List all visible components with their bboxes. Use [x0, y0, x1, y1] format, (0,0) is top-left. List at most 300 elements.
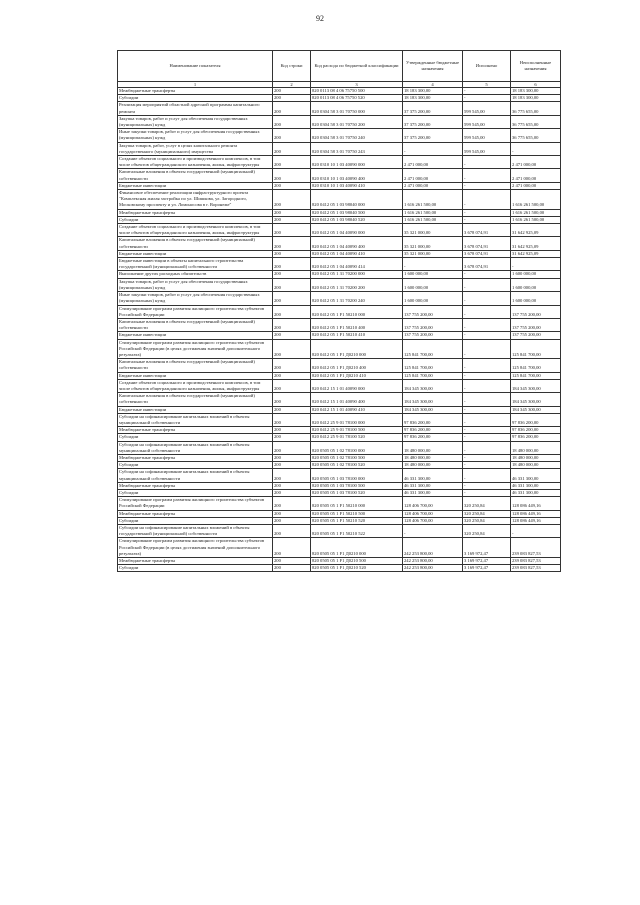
table-row: [118, 525, 561, 538]
table-row: [118, 510, 561, 517]
row-name: Стимулирование программ развития жилищного строительства субъектов Российской Федерации: [118, 305, 273, 318]
table-row: [118, 258, 561, 271]
header-name: Наименование показателя: [118, 51, 273, 82]
row-approved: 125 841 700,00: [403, 339, 463, 359]
row-kbk: 820 0412 05 1 04 40090 410: [311, 250, 403, 257]
row-kbk: 820 0412 05 1 31 70200 200: [311, 278, 403, 291]
row-kbk: 820 0304 58 3 01 70750 243: [311, 142, 403, 155]
row-name: Бюджетные инвестиции: [118, 182, 273, 189]
row-code: 200: [273, 278, 311, 291]
row-approved: 97 836 200,00: [403, 434, 463, 441]
row-unexecuted: 137 755 200,00: [511, 318, 561, 331]
row-name: Субсидии на софинансирование капитальных вложений в объекты государственной (муниципальной) собственности: [118, 525, 273, 538]
row-code: 200: [273, 332, 311, 339]
table-row: [118, 462, 561, 469]
row-executed: -: [463, 462, 511, 469]
table-row: [118, 182, 561, 189]
row-executed: -: [463, 216, 511, 223]
row-kbk: 820 0412 05 1 04 40090 400: [311, 237, 403, 250]
row-executed: -: [463, 454, 511, 461]
row-kbk: 820 0505 05 1 03 78100 000: [311, 469, 403, 482]
row-name: Реализация мероприятий областной адресной программы капитального ремонта: [118, 102, 273, 115]
row-unexecuted: 18 480 000,00: [511, 462, 561, 469]
row-approved: 18 480 000,00: [403, 462, 463, 469]
row-kbk: 820 0505 05 1 02 78100 520: [311, 462, 403, 469]
page-number: 92: [316, 14, 324, 23]
row-approved: 46 331 300,00: [403, 489, 463, 496]
row-executed: -: [463, 359, 511, 372]
row-kbk: 820 0310 10 1 03 40090 400: [311, 169, 403, 182]
row-executed: -: [463, 393, 511, 406]
row-code: 200: [273, 115, 311, 128]
row-code: 200: [273, 525, 311, 538]
row-executed: -: [463, 489, 511, 496]
row-approved: 242 253 800,00: [403, 565, 463, 572]
row-code: 200: [273, 538, 311, 558]
row-approved: 97 836 200,00: [403, 413, 463, 426]
table-row: [118, 224, 561, 237]
row-unexecuted: 184 345 300,00: [511, 379, 561, 392]
row-code: 200: [273, 393, 311, 406]
row-name: Межбюджетные трансферты: [118, 510, 273, 517]
row-approved: 37 375 200,00: [403, 129, 463, 142]
row-executed: -: [463, 469, 511, 482]
row-kbk: 820 0505 05 1 02 78100 000: [311, 441, 403, 454]
row-unexecuted: 36 775 655,00: [511, 102, 561, 115]
row-kbk: 820 0505 05 1 03 78100 520: [311, 489, 403, 496]
row-kbk: 820 0412 05 1 31 70200 240: [311, 292, 403, 305]
row-approved: 2 471 000,00: [403, 182, 463, 189]
row-approved: 128 406 700,00: [403, 510, 463, 517]
col-number: 6: [511, 82, 561, 88]
row-code: 200: [273, 88, 311, 95]
row-code: 200: [273, 237, 311, 250]
row-kbk: 820 0113 08 4 06 75750 520: [311, 95, 403, 102]
row-unexecuted: 97 836 200,00: [511, 434, 561, 441]
row-name: Бюджетные инвестиции: [118, 332, 273, 339]
row-unexecuted: 18 183 300,00: [511, 88, 561, 95]
table-row: [118, 359, 561, 372]
row-kbk: 820 0412 05 1 F1 Д0210 400: [311, 359, 403, 372]
row-code: 200: [273, 359, 311, 372]
table-row: [118, 102, 561, 115]
row-approved: 128 406 700,00: [403, 497, 463, 510]
row-kbk: 820 0412 25 9 01 78100 520: [311, 434, 403, 441]
row-code: 200: [273, 379, 311, 392]
table-row: [118, 318, 561, 331]
header-executed: Исполнено: [463, 51, 511, 82]
row-code: 200: [273, 224, 311, 237]
row-kbk: 820 0412 05 1 03 98040 500: [311, 209, 403, 216]
col-number: 2: [273, 82, 311, 88]
row-executed: 3 169 972,47: [463, 538, 511, 558]
row-code: 200: [273, 292, 311, 305]
row-name: Субсидии: [118, 489, 273, 496]
row-approved: 128 406 700,00: [403, 517, 463, 524]
row-unexecuted: 125 841 700,00: [511, 359, 561, 372]
row-unexecuted: 128 086 449,16: [511, 517, 561, 524]
table-row: [118, 517, 561, 524]
row-name: Бюджетные инвестиции: [118, 250, 273, 257]
row-unexecuted: 31 642 925,09: [511, 237, 561, 250]
table-row: [118, 393, 561, 406]
row-code: 200: [273, 258, 311, 271]
row-kbk: 820 0412 05 1 F1 Д0210 410: [311, 372, 403, 379]
row-name: Межбюджетные трансферты: [118, 209, 273, 216]
table-row: [118, 558, 561, 565]
row-executed: 3 169 972,47: [463, 565, 511, 572]
row-code: 200: [273, 129, 311, 142]
row-name: Субсидии: [118, 565, 273, 572]
row-executed: -: [463, 95, 511, 102]
row-kbk: 820 0412 15 1 01 40090 400: [311, 393, 403, 406]
row-name: Субсидии: [118, 462, 273, 469]
row-executed: 320 250,84: [463, 517, 511, 524]
row-approved: 35 321 000,00: [403, 224, 463, 237]
row-approved: 137 755 200,00: [403, 305, 463, 318]
row-name: Иные закупки товаров, работ и услуг для обеспечения государственных (муниципальных) нужд: [118, 129, 273, 142]
row-name: Субсидии: [118, 434, 273, 441]
row-name: Капитальные вложения в объекты государственной (муниципальной) собственности: [118, 237, 273, 250]
row-executed: 3 169 972,47: [463, 558, 511, 565]
row-unexecuted: 46 331 300,00: [511, 489, 561, 496]
row-kbk: 820 0304 58 3 01 70750 200: [311, 115, 403, 128]
row-name: Выполнение других расходных обязательств: [118, 271, 273, 278]
table-row: [118, 413, 561, 426]
row-executed: 599 545,00: [463, 115, 511, 128]
row-unexecuted: 184 345 300,00: [511, 393, 561, 406]
row-approved: 137 755 200,00: [403, 318, 463, 331]
row-executed: -: [463, 482, 511, 489]
table-row: [118, 129, 561, 142]
row-name: Стимулирование программ развития жилищного строительства субъектов Российской Федерации (в целях достижения значений дополнительного результата): [118, 339, 273, 359]
row-approved: 184 345 300,00: [403, 379, 463, 392]
row-name: Бюджетные инвестиции: [118, 406, 273, 413]
row-name: Межбюджетные трансферты: [118, 88, 273, 95]
row-name: Финансовое обеспечение реализации инфраструктурного проекта "Комплексная жилая застройка по ул. Шишкова, ул. Загородного, Московскому проспекту и ул. Ломоносова в г. Воронеже": [118, 190, 273, 210]
row-name: Межбюджетные трансферты: [118, 454, 273, 461]
table-row: [118, 489, 561, 496]
row-executed: 320 250,84: [463, 525, 511, 538]
row-name: Закупка товаров, работ и услуг для обеспечения государственных (муниципальных) нужд: [118, 115, 273, 128]
row-name: Субсидии на софинансирование капитальных вложений в объекты муниципальной собственности: [118, 413, 273, 426]
row-code: 200: [273, 462, 311, 469]
row-approved: 137 755 200,00: [403, 332, 463, 339]
row-code: 200: [273, 454, 311, 461]
table-row: [118, 538, 561, 558]
row-code: 200: [273, 406, 311, 413]
row-approved: 18 183 300,00: [403, 88, 463, 95]
row-executed: 599 545,00: [463, 142, 511, 155]
row-code: 200: [273, 441, 311, 454]
budget-execution-table: [117, 50, 561, 572]
row-kbk: 820 0505 05 1 F1 50210 522: [311, 525, 403, 538]
header-kbk: Код расхода по бюджетной классификации: [311, 51, 403, 82]
row-name: Стимулирование программ развития жилищного строительства субъектов Российской Федерации (в целях достижения значений дополнительного результата): [118, 538, 273, 558]
row-executed: -: [463, 209, 511, 216]
row-executed: -: [463, 318, 511, 331]
table-body: [118, 88, 561, 572]
row-executed: 599 545,00: [463, 102, 511, 115]
row-approved: 1 600 000,00: [403, 278, 463, 291]
row-approved: 2 471 000,00: [403, 156, 463, 169]
row-unexecuted: 184 345 300,00: [511, 406, 561, 413]
row-code: 200: [273, 95, 311, 102]
row-name: Капитальные вложения в объекты государственной (муниципальной) собственности: [118, 169, 273, 182]
row-code: 200: [273, 558, 311, 565]
row-code: 200: [273, 305, 311, 318]
table-row: [118, 305, 561, 318]
row-code: 200: [273, 190, 311, 210]
row-name: Межбюджетные трансферты: [118, 558, 273, 565]
row-kbk: 820 0412 05 1 03 98040 520: [311, 216, 403, 223]
row-kbk: 820 0505 05 1 F1 Д0210 000: [311, 538, 403, 558]
table-row: [118, 216, 561, 223]
row-code: 200: [273, 427, 311, 434]
row-unexecuted: 137 755 200,00: [511, 305, 561, 318]
row-unexecuted: 46 331 300,00: [511, 482, 561, 489]
row-unexecuted: 239 083 827,53: [511, 558, 561, 565]
row-code: 200: [273, 250, 311, 257]
row-name: Бюджетные инвестиции в объекты капитального строительства государственной (муниципальной) собственности: [118, 258, 273, 271]
row-executed: 3 678 074,91: [463, 224, 511, 237]
row-approved: 242 253 800,00: [403, 538, 463, 558]
row-executed: 320 250,84: [463, 510, 511, 517]
row-unexecuted: 125 841 700,00: [511, 339, 561, 359]
header-row: [118, 51, 561, 82]
row-executed: -: [463, 339, 511, 359]
row-approved: -: [403, 142, 463, 155]
header-code: Код строки: [273, 51, 311, 82]
row-name: Бюджетные инвестиции: [118, 372, 273, 379]
row-unexecuted: 2 471 000,00: [511, 182, 561, 189]
row-name: Капитальные вложения в объекты государственной (муниципальной) собственности: [118, 318, 273, 331]
row-code: 200: [273, 434, 311, 441]
row-code: 200: [273, 482, 311, 489]
row-unexecuted: 1 600 000,00: [511, 278, 561, 291]
row-name: Капитальные вложения в объекты государственной (муниципальной) собственности: [118, 393, 273, 406]
row-kbk: 820 0412 25 9 01 78100 500: [311, 427, 403, 434]
row-executed: -: [463, 271, 511, 278]
table-row: [118, 339, 561, 359]
row-executed: -: [463, 332, 511, 339]
row-executed: -: [463, 190, 511, 210]
row-executed: 599 545,00: [463, 129, 511, 142]
row-approved: 242 253 800,00: [403, 558, 463, 565]
table-row: [118, 88, 561, 95]
row-kbk: 820 0412 05 1 F1 Д0210 000: [311, 339, 403, 359]
row-name: Субсидии: [118, 95, 273, 102]
row-name: Субсидии: [118, 517, 273, 524]
table-row: [118, 271, 561, 278]
row-kbk: 820 0505 05 1 F1 Д0210 520: [311, 565, 403, 572]
row-name: Создание объектов социального и производственного комплексов, в том числе объектов общегражданского назначения, жилья, инфраструктуры: [118, 379, 273, 392]
row-unexecuted: 137 755 200,00: [511, 332, 561, 339]
row-unexecuted: 18 480 000,00: [511, 454, 561, 461]
row-approved: 1 600 000,00: [403, 292, 463, 305]
row-kbk: 820 0412 05 1 04 40090 414: [311, 258, 403, 271]
row-unexecuted: 125 841 700,00: [511, 372, 561, 379]
row-approved: 2 471 000,00: [403, 169, 463, 182]
row-unexecuted: 97 836 200,00: [511, 413, 561, 426]
row-code: 200: [273, 469, 311, 482]
row-executed: -: [463, 441, 511, 454]
row-code: 200: [273, 169, 311, 182]
row-kbk: 820 0505 05 1 F1 50210 520: [311, 517, 403, 524]
col-number: 3: [311, 82, 403, 88]
row-unexecuted: 1 616 261 500,00: [511, 190, 561, 210]
col-number: 1: [118, 82, 273, 88]
row-approved: 1 616 261 500,00: [403, 209, 463, 216]
row-kbk: 820 0505 05 1 F1 Д0210 500: [311, 558, 403, 565]
row-approved: 125 841 700,00: [403, 372, 463, 379]
row-executed: 320 250,84: [463, 497, 511, 510]
row-code: 200: [273, 489, 311, 496]
table-row: [118, 278, 561, 291]
row-executed: -: [463, 156, 511, 169]
table-row: [118, 497, 561, 510]
row-unexecuted: 31 642 925,09: [511, 224, 561, 237]
row-code: 200: [273, 209, 311, 216]
header-approved: Утвержденные бюджетные назначения: [403, 51, 463, 82]
row-code: 200: [273, 318, 311, 331]
budget-table-container: [117, 50, 560, 572]
row-approved: 184 345 300,00: [403, 406, 463, 413]
row-code: 200: [273, 517, 311, 524]
row-unexecuted: 239 083 827,53: [511, 538, 561, 558]
row-code: 200: [273, 182, 311, 189]
row-approved: 1 600 000,00: [403, 271, 463, 278]
row-kbk: 820 0412 05 1 31 70200 000: [311, 271, 403, 278]
row-kbk: 820 0412 05 1 04 40090 000: [311, 224, 403, 237]
row-unexecuted: 1 600 000,00: [511, 292, 561, 305]
row-kbk: 820 0505 05 1 03 78100 500: [311, 482, 403, 489]
row-executed: -: [463, 427, 511, 434]
row-approved: -: [403, 525, 463, 538]
row-executed: -: [463, 182, 511, 189]
row-unexecuted: -: [511, 142, 561, 155]
row-unexecuted: 18 480 000,00: [511, 441, 561, 454]
row-kbk: 820 0310 10 1 03 40090 000: [311, 156, 403, 169]
table-row: [118, 209, 561, 216]
table-row: [118, 379, 561, 392]
row-approved: 125 841 700,00: [403, 359, 463, 372]
row-unexecuted: -: [511, 258, 561, 271]
row-code: 200: [273, 142, 311, 155]
row-name: Межбюджетные трансферты: [118, 427, 273, 434]
row-name: Субсидии на софинансирование капитальных вложений в объекты муниципальной собственности: [118, 441, 273, 454]
row-code: 200: [273, 510, 311, 517]
row-approved: 37 375 200,00: [403, 102, 463, 115]
table-row: [118, 482, 561, 489]
row-approved: -: [403, 258, 463, 271]
row-executed: -: [463, 305, 511, 318]
row-approved: 18 480 000,00: [403, 441, 463, 454]
row-unexecuted: 46 331 300,00: [511, 469, 561, 482]
row-name: Создание объектов социального и производственного комплексов, в том числе объектов общегражданского назначения, жилья, инфраструктуры: [118, 224, 273, 237]
row-code: 200: [273, 216, 311, 223]
row-unexecuted: 1 616 261 500,00: [511, 216, 561, 223]
row-executed: 3 678 074,91: [463, 250, 511, 257]
row-approved: 1 616 261 500,00: [403, 216, 463, 223]
row-kbk: 820 0412 15 1 01 40090 000: [311, 379, 403, 392]
row-code: 200: [273, 339, 311, 359]
row-unexecuted: 128 086 449,16: [511, 510, 561, 517]
row-executed: -: [463, 169, 511, 182]
row-executed: -: [463, 278, 511, 291]
table-row: [118, 95, 561, 102]
row-kbk: 820 0505 05 1 02 78100 500: [311, 454, 403, 461]
row-name: Создание объектов социального и производственного комплексов, в том числе объектов общегражданского назначения, жилья, инфраструктуры: [118, 156, 273, 169]
row-approved: 18 480 000,00: [403, 454, 463, 461]
row-kbk: 820 0304 58 3 01 70750 240: [311, 129, 403, 142]
row-name: Закупка товаров, работ, услуг в целях капитального ремонта государственного (муниципального) имущества: [118, 142, 273, 155]
table-row: [118, 454, 561, 461]
row-executed: -: [463, 88, 511, 95]
row-executed: -: [463, 372, 511, 379]
table-row: [118, 427, 561, 434]
row-approved: 46 331 300,00: [403, 469, 463, 482]
row-name: Межбюджетные трансферты: [118, 482, 273, 489]
col-number: 5: [463, 82, 511, 88]
row-code: 200: [273, 565, 311, 572]
table-row: [118, 441, 561, 454]
row-executed: -: [463, 292, 511, 305]
row-name: Субсидии на софинансирование капитальных вложений в объекты муниципальной собственности: [118, 469, 273, 482]
table-row: [118, 292, 561, 305]
table-row: [118, 332, 561, 339]
row-kbk: 820 0304 58 3 01 70750 000: [311, 102, 403, 115]
row-name: Субсидии: [118, 216, 273, 223]
row-unexecuted: 97 836 200,00: [511, 427, 561, 434]
row-approved: 35 321 000,00: [403, 250, 463, 257]
table-row: [118, 115, 561, 128]
table-row: [118, 434, 561, 441]
row-approved: 184 345 300,00: [403, 393, 463, 406]
row-approved: 46 331 300,00: [403, 482, 463, 489]
row-approved: 37 375 200,00: [403, 115, 463, 128]
row-unexecuted: 239 083 827,53: [511, 565, 561, 572]
row-approved: 35 321 000,00: [403, 237, 463, 250]
row-approved: 97 836 200,00: [403, 427, 463, 434]
row-executed: -: [463, 379, 511, 392]
row-code: 200: [273, 271, 311, 278]
row-unexecuted: 128 086 449,16: [511, 497, 561, 510]
row-kbk: 820 0412 05 1 F1 50210 000: [311, 305, 403, 318]
row-unexecuted: 2 471 000,00: [511, 156, 561, 169]
row-kbk: 820 0412 05 1 F1 50210 400: [311, 318, 403, 331]
row-code: 200: [273, 413, 311, 426]
table-row: [118, 237, 561, 250]
row-kbk: 820 0310 10 1 03 40090 410: [311, 182, 403, 189]
row-executed: 3 678 074,91: [463, 237, 511, 250]
row-code: 200: [273, 156, 311, 169]
table-row: [118, 406, 561, 413]
row-unexecuted: 1 616 261 500,00: [511, 209, 561, 216]
table-row: [118, 372, 561, 379]
row-executed: -: [463, 413, 511, 426]
table-row: [118, 469, 561, 482]
row-unexecuted: 1 600 000,00: [511, 271, 561, 278]
row-kbk: 820 0412 15 1 01 40090 410: [311, 406, 403, 413]
row-code: 200: [273, 372, 311, 379]
row-kbk: 820 0505 05 1 F1 50210 500: [311, 510, 403, 517]
row-approved: 1 616 261 500,00: [403, 190, 463, 210]
row-kbk: 820 0412 05 1 03 98040 000: [311, 190, 403, 210]
table-row: [118, 156, 561, 169]
row-kbk: 820 0412 25 9 01 78100 000: [311, 413, 403, 426]
row-name: Капитальные вложения в объекты государственной (муниципальной) собственности: [118, 359, 273, 372]
